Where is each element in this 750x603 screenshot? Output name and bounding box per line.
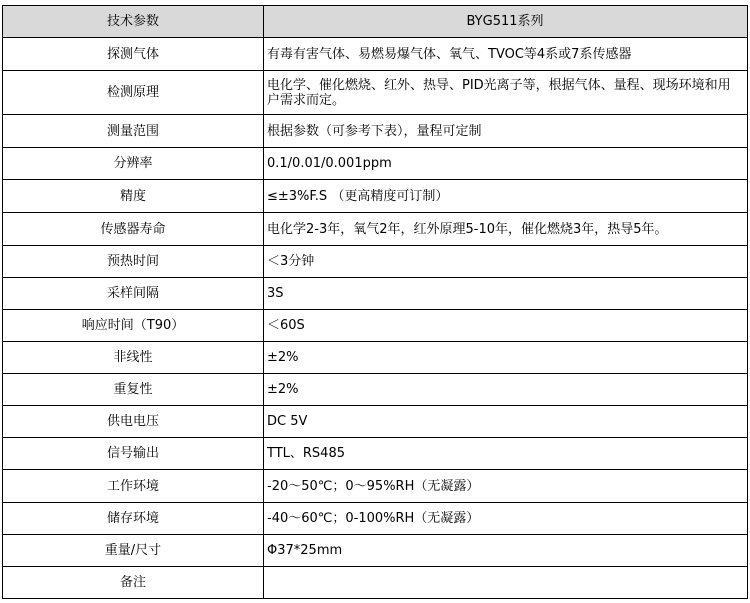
row-key: 备注 [3,567,264,599]
table-row [3,342,748,374]
table-row [3,180,748,213]
row-value: 有毒有害气体、易燃易爆气体、氧气、TVOC等4系或7系传感器 [264,38,748,71]
table-row [3,374,748,406]
row-key: 非线性 [3,342,264,374]
table-row [3,38,748,71]
row-value: -20～50℃；0～95%RH（无凝露） [264,470,748,503]
row-value: 0.1/0.01/0.001ppm [264,148,748,180]
row-key: 精度 [3,180,264,213]
table-row [3,310,748,342]
row-key: 分辨率 [3,148,264,180]
table-row [3,213,748,246]
table-row [3,246,748,278]
spec-table [2,5,748,599]
row-key: 传感器寿命 [3,213,264,246]
row-value: 根据参数（可参考下表），量程可定制 [264,115,748,148]
row-key: 采样间隔 [3,278,264,310]
row-key: 预热时间 [3,246,264,278]
row-value: ＜60S [264,310,748,342]
row-key: 检测原理 [3,71,264,115]
header-key-cell: 技术参数 [3,6,264,38]
row-key: 重量/尺寸 [3,535,264,567]
table-row [3,535,748,567]
row-value: ＜3分钟 [264,246,748,278]
table-row [3,406,748,438]
row-value: 电化学2-3年，氧气2年，红外原理5-10年，催化燃烧3年，热导5年。 [264,213,748,246]
table-row [3,470,748,503]
header-value-cell: BYG511系列 [264,6,748,38]
row-key: 工作环境 [3,470,264,503]
row-key: 探测气体 [3,38,264,71]
table-header-row [3,6,748,38]
row-value: TTL、RS485 [264,438,748,470]
row-value [264,567,748,599]
row-key: 响应时间（T90） [3,310,264,342]
row-value: ±2% [264,374,748,406]
table-row [3,148,748,180]
row-value: 3S [264,278,748,310]
table-row [3,567,748,599]
row-value: 电化学、催化燃烧、红外、热导、PID光离子等，根据气体、量程、现场环境和用户需求而定。 [264,71,748,115]
row-value: ≤±3%F.S （更高精度可订制） [264,180,748,213]
row-value: DC 5V [264,406,748,438]
row-key: 信号输出 [3,438,264,470]
row-key: 供电电压 [3,406,264,438]
table-row [3,71,748,115]
table-row [3,438,748,470]
row-value: -40～60℃；0-100%RH（无凝露） [264,503,748,535]
table-row [3,503,748,535]
row-key: 储存环境 [3,503,264,535]
row-value: Φ37*25mm [264,535,748,567]
row-key: 重复性 [3,374,264,406]
table-row [3,278,748,310]
row-value: ±2% [264,342,748,374]
row-key: 测量范围 [3,115,264,148]
table-row [3,115,748,148]
